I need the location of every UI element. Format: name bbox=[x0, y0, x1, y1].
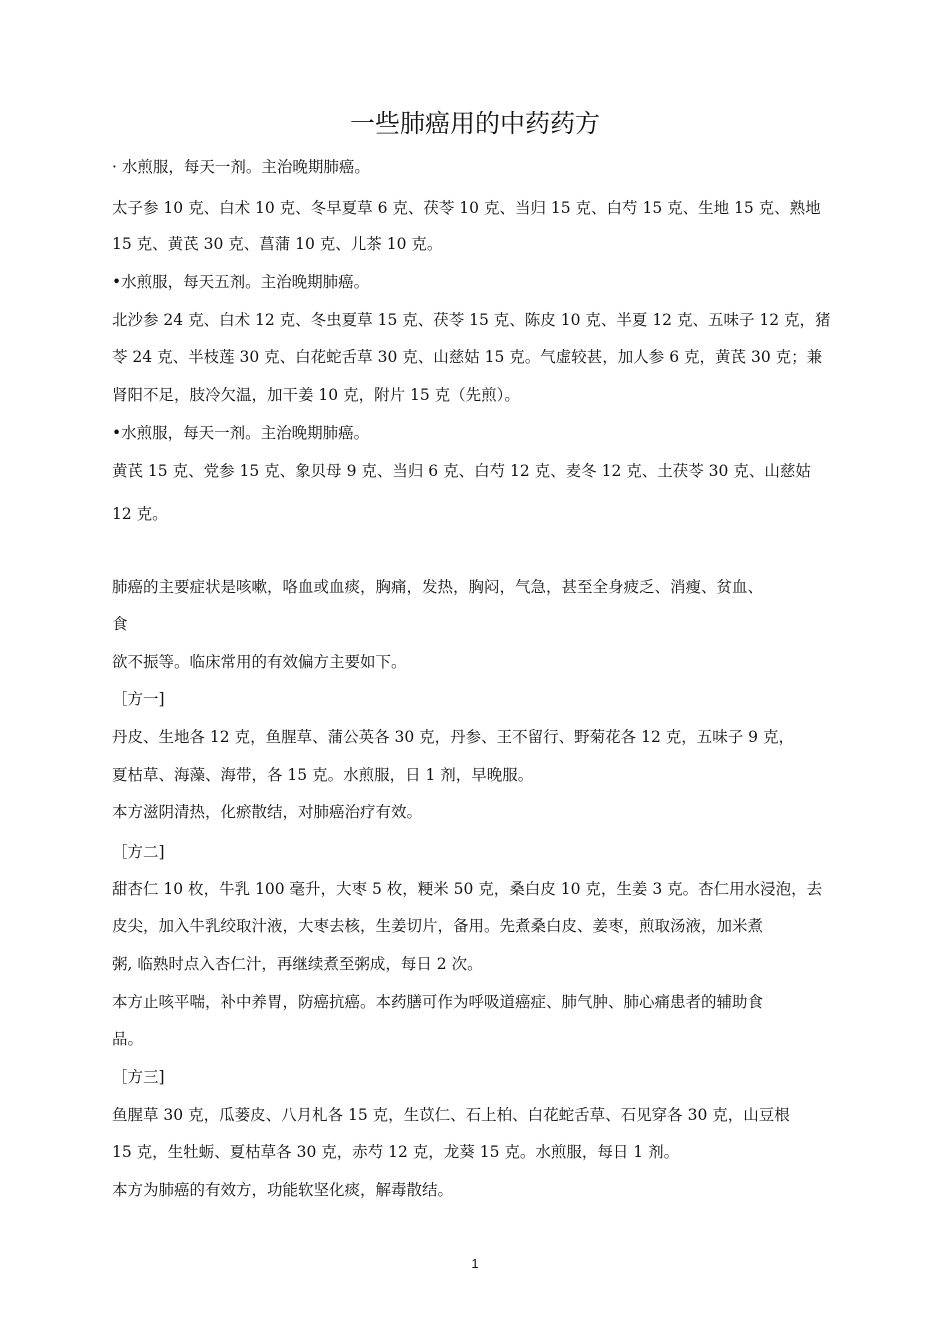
paragraph-line: 本方止咳平喘，补中养胃，防癌抗癌。本药膳可作为呼吸道癌症、肺气肿、肺心痛患者的辅助食 bbox=[112, 993, 764, 1011]
paragraph-line: 12 克。 bbox=[112, 505, 168, 523]
paragraph-line: 夏枯草、海藻、海带，各 15 克。水煎服，日 1 剂，早晚服。 bbox=[112, 766, 534, 784]
paragraph-line: 鱼腥草 30 克，瓜蒌皮、八月札各 15 克，生苡仁、石上柏、白花蛇舌草、石见穿各 30 克，山豆根 bbox=[112, 1106, 790, 1124]
paragraph-line: 皮尖，加入牛乳绞取汁液，大枣去核，生姜切片，备用。先煮桑白皮、姜枣，煎取汤液，加米煮 bbox=[112, 917, 764, 935]
paragraph-line: 品。 bbox=[112, 1030, 144, 1048]
paragraph-line: 甜杏仁 10 枚，牛乳 100 毫升，大枣 5 枚，粳米 50 克，桑白皮 10 克，生姜 3 克。杏仁用水浸泡，去 bbox=[112, 880, 823, 898]
paragraph-line: 北沙参 24 克、白术 12 克、冬虫夏草 15 克、茯苓 15 克、陈皮 10 克、半夏 12 克、五味子 12 克，猪 bbox=[112, 311, 831, 329]
paragraph-line: 肺癌的主要症状是咳嗽，咯血或血痰，胸痛，发热，胸闷，气急，甚至全身疲乏、消瘦、贫血、 bbox=[112, 578, 764, 596]
paragraph-line: 食 bbox=[112, 615, 128, 633]
paragraph-line: 粥, 临熟时点入杏仁汁，再继续煮至粥成，每日 2 次。 bbox=[112, 955, 483, 973]
paragraph-line: 本方为肺癌的有效方，功能软坚化痰，解毒散结。 bbox=[112, 1181, 454, 1199]
paragraph-line: 丹皮、生地各 12 克，鱼腥草、蒲公英各 30 克，丹参、王不留行、野菊花各 12 克，五味子 9 克， bbox=[112, 728, 794, 746]
paragraph-line: 苓 24 克、半枝莲 30 克、白花蛇舌草 30 克、山慈姑 15 克。气虚较甚，加人参 6 克，黄芪 30 克；兼 bbox=[112, 348, 823, 366]
paragraph-line: 肾阳不足，肢冷欠温，加干姜 10 克，附片 15 克（先煎）。 bbox=[112, 386, 520, 404]
section-heading: ［方二] bbox=[112, 843, 165, 861]
paragraph-line: 本方滋阴清热，化瘀散结，对肺癌治疗有效。 bbox=[112, 803, 423, 821]
page-number: 1 bbox=[471, 1256, 479, 1271]
paragraph-line: 15 克，生牡蛎、夏枯草各 30 克，赤芍 12 克，龙葵 15 克。水煎服，每日 1 剂。 bbox=[112, 1143, 680, 1161]
section-heading: ［方三] bbox=[112, 1068, 165, 1086]
paragraph-line: 太子参 10 克、白术 10 克、冬早夏草 6 克、茯苓 10 克、当归 15 克、白芍 15 克、生地 15 克、熟地 bbox=[112, 199, 821, 217]
paragraph-line: 15 克、黄芪 30 克、菖蒲 10 克、儿茶 10 克。 bbox=[112, 235, 443, 253]
paragraph-line: •水煎服，每天一剂。主治晚期肺癌。 bbox=[112, 424, 370, 442]
paragraph-line: · 水煎服，每天一剂。主治晚期肺癌。 bbox=[112, 158, 370, 176]
document-title: 一些肺癌用的中药药方 bbox=[349, 109, 600, 138]
paragraph-line: •水煎服，每天五剂。主治晚期肺癌。 bbox=[112, 273, 370, 291]
paragraph-line: 黄芪 15 克、党参 15 克、象贝母 9 克、当归 6 克、白芍 12 克、麦冬 12 克、土茯苓 30 克、山慈姑 bbox=[112, 462, 811, 480]
paragraph-line: 欲不振等。临床常用的有效偏方主要如下。 bbox=[112, 653, 407, 671]
section-heading: ［方一] bbox=[112, 690, 165, 708]
